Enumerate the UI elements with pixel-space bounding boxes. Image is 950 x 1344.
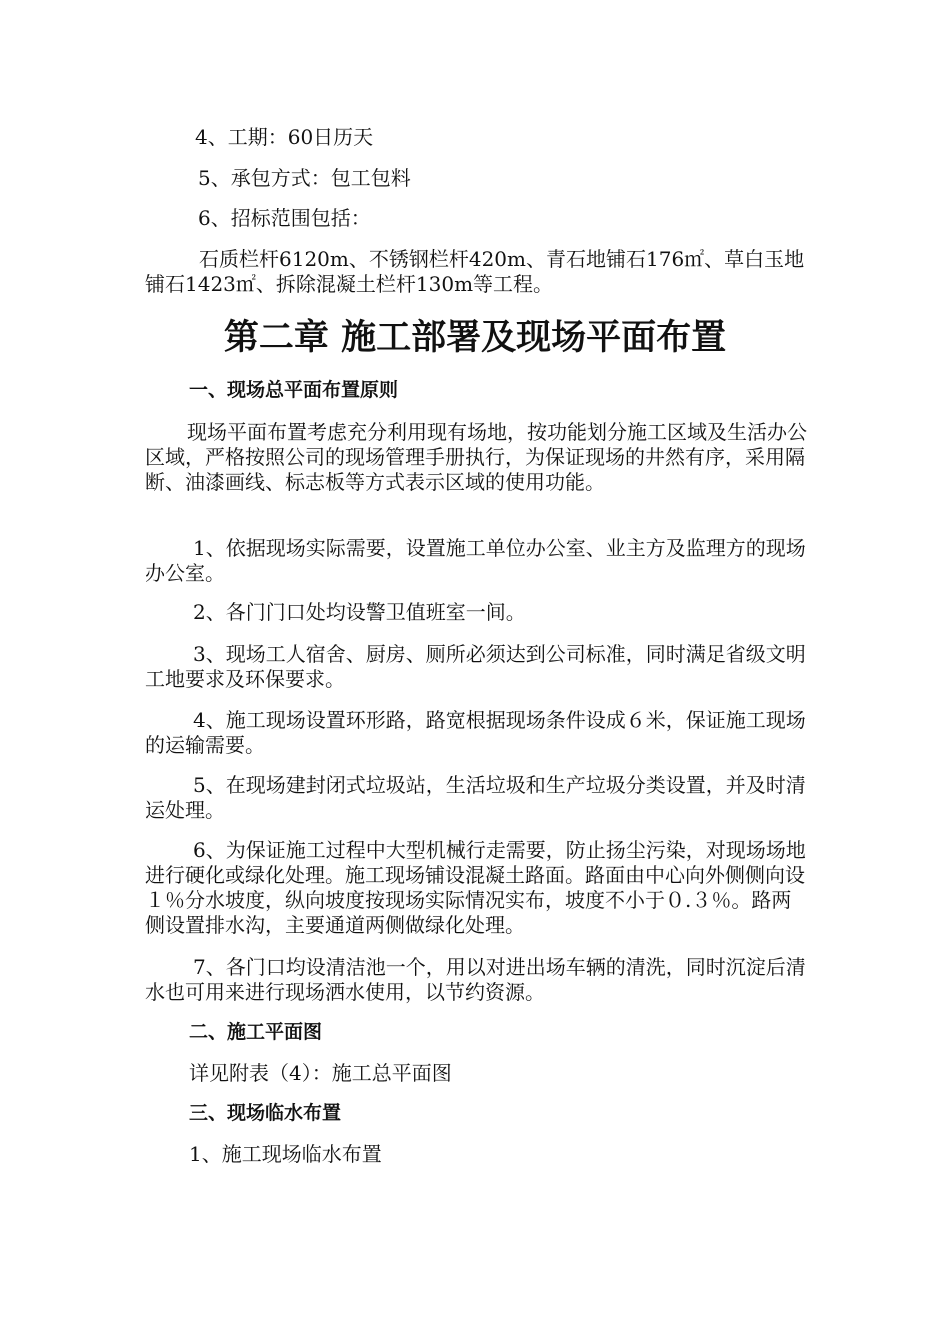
intro-item-6: 6、招标范围包括： [198,206,371,230]
section-3-heading: 三、现场临水布置 [189,1102,342,1124]
section-1-item-7: 7、各门口均设清洁池一个，用以对进出场车辆的清洗，同时沉淀后清水也可用来进行现场洒水使用，以节约资源。 [145,955,806,1004]
intro-item-4: 4、工期：60日历天 [195,125,374,149]
section-1-item-1: 1、依据现场实际需要，设置施工单位办公室、业主方及监理方的现场办公室。 [145,536,806,585]
section-1-item-5: 5、在现场建封闭式垃圾站，生活垃圾和生产垃圾分类设置，并及时清运处理。 [145,773,806,822]
section-3-text: 1、施工现场临水布置 [189,1142,382,1166]
section-1-heading: 一、现场总平面布置原则 [189,379,399,401]
scope-paragraph: 石质栏杆6120m、不锈钢栏杆420m、青石地铺石176㎡、草白玉地铺石1423㎡、拆除混凝土栏杆130m等工程。 [145,247,805,296]
section-1-intro: 现场平面布置考虑充分利用现有场地，按功能划分施工区域及生活办公区域，严格按照公司的现场管理手册执行，为保证现场的井然有序，采用隔断、油漆画线、标志板等方式表示区域的使用功能。 [145,420,807,494]
intro-item-5: 5、承包方式：包工包料 [198,166,411,190]
section-1-item-6: 6、为保证施工过程中大型机械行走需要，防止扬尘污染，对现场场地进行硬化或绿化处理。施工现场铺设混凝土路面。路面由中心向外侧侧向设１％分水坡度，纵向坡度按现场实际情况实布，坡度不小于０.３％。路两侧设置排水沟，主要通道两侧做绿化处理。 [145,838,806,937]
section-1-item-2: 2、各门门口处均设警卫值班室一间。 [193,600,526,624]
section-2-heading: 二、施工平面图 [189,1021,323,1043]
section-1-item-3: 3、现场工人宿舍、厨房、厕所必须达到公司标准，同时满足省级文明工地要求及环保要求。 [145,642,806,691]
section-1-item-4: 4、施工现场设置环形路，路宽根据现场条件设成６米，保证施工现场的运输需要。 [145,708,806,757]
section-2-text: 详见附表（4）：施工总平面图 [189,1061,452,1085]
chapter-title: 第二章 施工部署及现场平面布置 [223,318,727,358]
